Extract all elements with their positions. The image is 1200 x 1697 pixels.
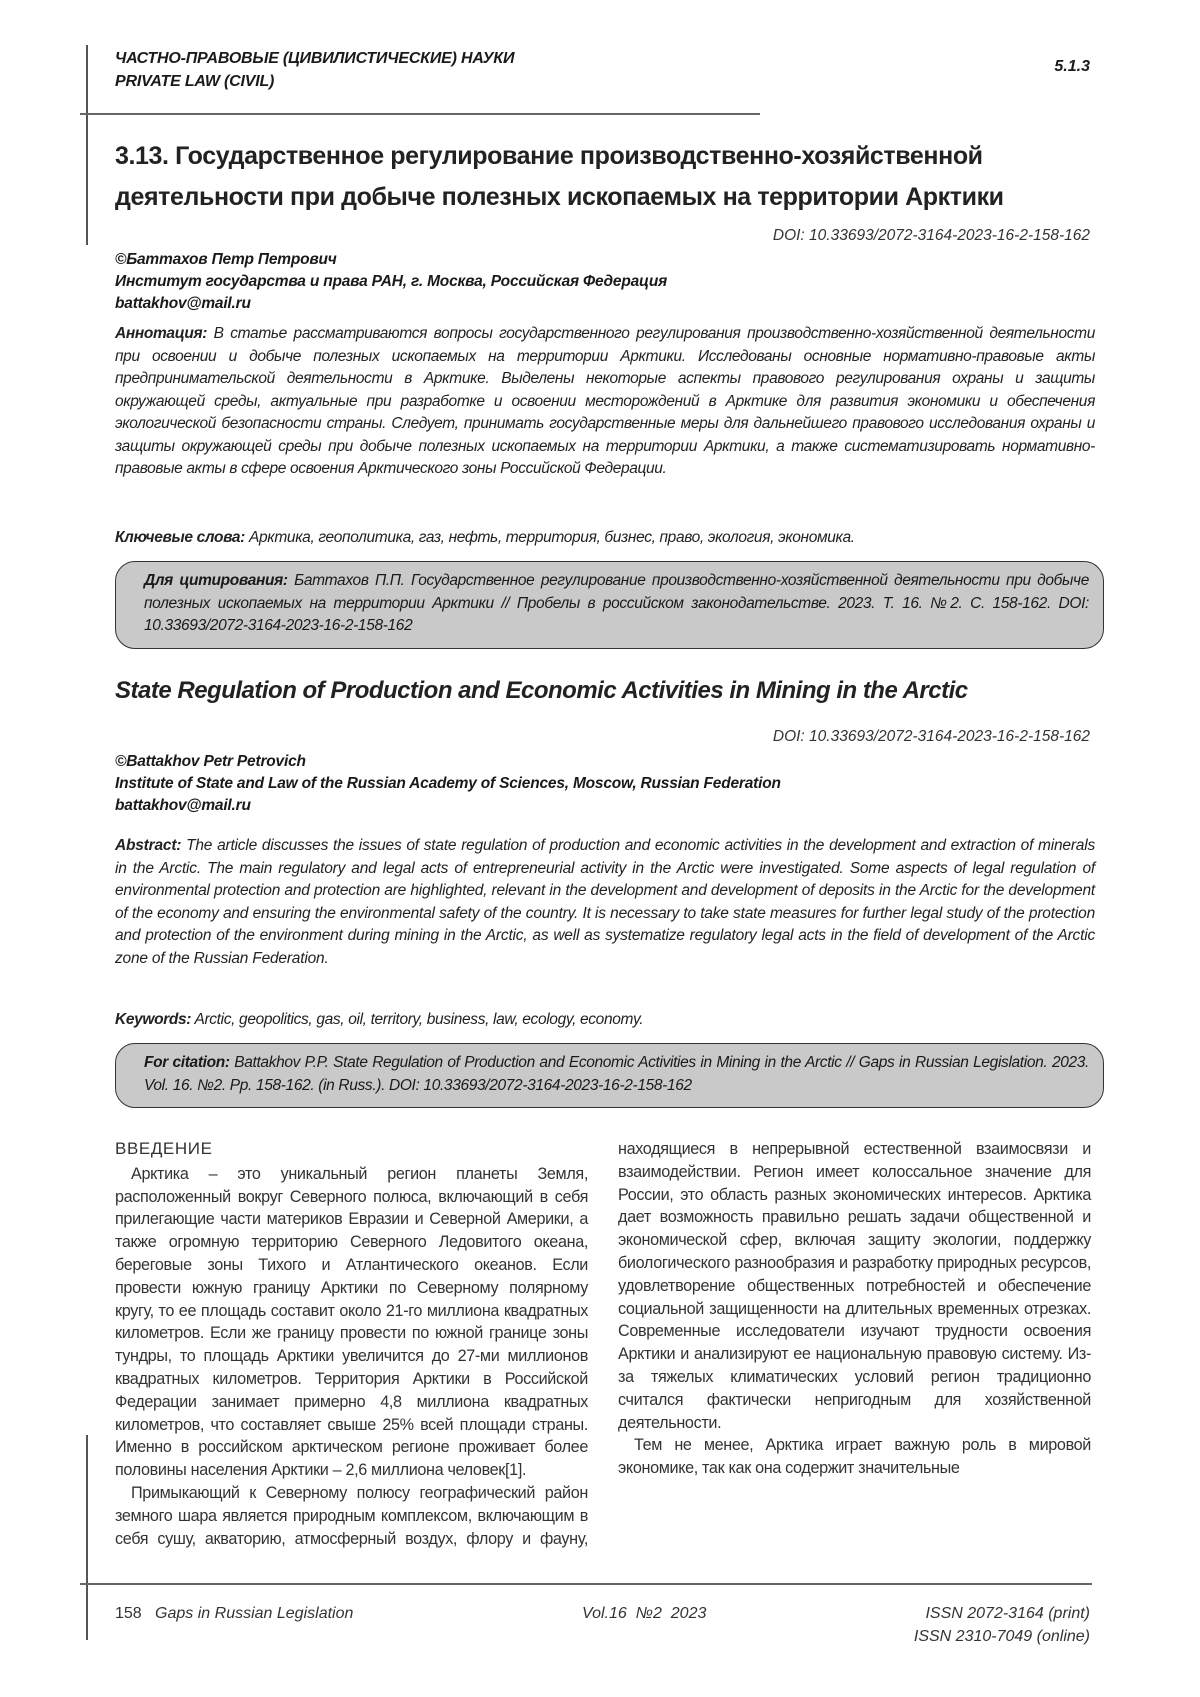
body-columns: [115, 1138, 1091, 1568]
issue-info: Vol.16 №2 2023: [582, 1605, 706, 1623]
keywords-label: Ключевые слова:: [115, 529, 245, 546]
abstract-label: Аннотация:: [115, 325, 207, 342]
author-affiliation: Institute of State and Law of the Russian Academy of Sciences, Moscow, Russian Federation: [115, 773, 781, 795]
abstract-en: [115, 835, 1095, 970]
page-number: 158: [115, 1605, 142, 1622]
page-title-en: State Regulation of Production and Economic Activities in Mining in the Arctic: [115, 677, 968, 705]
keywords-ru: [115, 527, 1095, 550]
doi-en: DOI: 10.33693/2072-3164-2023-16-2-158-162: [773, 728, 1090, 746]
title-line: 3.13. Государственное регулирование производственно-хозяйственной: [115, 136, 1105, 177]
paragraph: Арктика – это уникальный регион планеты Земля, расположенный вокруг Северного полюса, включающий в себя прилегающие части материков Евразии и Северной Америки, а также огромную территорию Северного Ледовитого океана, береговые зоны Тихого и Атлантического океанов. Если провести южную границу Арктики по Северному полярному кругу, то ее площадь составит около 21-го миллиона квадратных километров. Если же границу провести по южной границе зоны тундры, то площадь Арктики увеличится до 27-ми миллионов квадратных километров. Территория Арктики в Российской Федерации занимает примерно 4,8 миллиона квадратных километров, что составляет свыше 25% всей площади страны. Именно в российском арктическом регионе проживает более половины населения Арктики – 2,6 миллиона человек[1].: [115, 1163, 588, 1482]
author-email[interactable]: battakhov@mail.ru: [115, 293, 667, 315]
keywords-label: Keywords:: [115, 1011, 191, 1028]
paragraph: Примыкающий к Северному полюсу географический район земного шара является природным комплексом, включающим в себя сушу, акваторию, атмосферный воздух, флору и фауну, находящиеся в непрерывной естественной взаимосвязи и взаимодействии. Регион имеет колоссальное значение для России, это область разных экономических интересов. Арктика дает возможность правильно решать задачи общественной и экономической сфер, включая защиту экологии, поддержку биологического разнообразия и разработку природных ресурсов, удовлетворение общественных потребностей и обеспечение социальной защищенности на длительных временных отрезках. Современные исследователи изучают трудности освоения Арктики и анализируют ее национальную правовую систему. Из-за тяжелых климатических условий регион традиционно считался фактически непригодным для хозяйственной деятельности.: [115, 1138, 1091, 1568]
abstract-ru: [115, 323, 1095, 481]
keywords-text: Arctic, geopolitics, gas, oil, territory, business, law, ecology, economy.: [194, 1011, 643, 1028]
citation-text: Battakhov P.P. State Regulation of Production and Economic Activities in Mining in the Arctic // Gaps in Russian Legislation. 2023. Vol. 16. №2. Pp. 158-162. (in Russ.). DOI: 10.33693/2072-3164-2023-16-2-158-162: [144, 1054, 1089, 1094]
citation-box-en: [115, 1043, 1104, 1108]
author-block-ru: [115, 249, 667, 315]
footer-left: [115, 1605, 353, 1623]
abstract-text: В статье рассматриваются вопросы государственного регулирования производственно-хозяйственной деятельности при освоении и добыче полезных ископаемых на территории Арктики. Исследованы основные нормативно-правовые акты предпринимательской деятельности в Арктике. Выделены некоторые аспекты правового регулирования охраны и защиты окружающей среды, актуальные при разработке и освоении месторождений в Арктике для развития экономики и обеспечения экологической безопасности страны. Следует, принимать государственные меры для дальнейшего правового исследования охраны и защиты окружающей среды при добыче полезных ископаемых на территории Арктики, а также систематизировать нормативно-правовые акты в сфере освоения Арктического зоны Российской Федерации.: [115, 325, 1095, 477]
issn-print: ISSN 2072-3164 (print): [925, 1605, 1090, 1623]
section-code: 5.1.3: [1054, 58, 1090, 76]
keywords-en: [115, 1009, 1095, 1032]
author-name: ©Battakhov Petr Petrovich: [115, 751, 781, 773]
section-en: PRIVATE LAW (CIVIL): [115, 73, 274, 91]
paragraph: Тем не менее, Арктика играет важную роль в мировой экономике, так как она содержит значительные: [618, 1434, 1091, 1480]
abstract-label: Abstract:: [115, 837, 181, 854]
abstract-text: The article discusses the issues of state regulation of production and economic activities in the development and extraction of minerals in the Arctic. The main regulatory and legal acts of entrepreneurial activity in the Arctic were investigated. Some aspects of legal regulation of environmental protection and protection are highlighted, relevant in the development and development of deposits in the Arctic for the development of the economy and ensuring the environmental safety of the country. It is necessary to take state measures for further legal study of the protection and protection of the environment during mining in the Arctic, as well as systematize regulatory legal acts in the field of development of the Arctic zone of the Russian Federation.: [115, 837, 1095, 967]
citation-label: For citation:: [144, 1054, 230, 1071]
journal-name: Gaps in Russian Legislation: [155, 1605, 353, 1622]
footer-rule: [80, 1583, 1092, 1585]
author-email[interactable]: battakhov@mail.ru: [115, 795, 781, 817]
title-line: деятельности при добыче полезных ископаемых на территории Арктики: [115, 177, 1105, 218]
left-rule-bottom: [86, 1435, 88, 1640]
doi-ru: DOI: 10.33693/2072-3164-2023-16-2-158-162: [773, 227, 1090, 245]
left-rule-top: [86, 45, 88, 245]
citation-box-ru: [115, 561, 1104, 649]
section-heading-introduction: ВВЕДЕНИЕ: [115, 1138, 588, 1161]
page-title-ru: [115, 136, 1105, 218]
citation-text: Баттахов П.П. Государственное регулирование производственно-хозяйственной деятельности при добыче полезных ископаемых на территории Арктики // Пробелы в российском законодательстве. 2023. Т. 16. №2. С. 158-162. DOI: 10.33693/2072-3164-2023-16-2-158-162: [144, 572, 1089, 634]
keywords-text: Арктика, геополитика, газ, нефть, территория, бизнес, право, экология, экономика.: [249, 529, 855, 546]
section-ru: ЧАСТНО-ПРАВОВЫЕ (ЦИВИЛИСТИЧЕСКИЕ) НАУКИ: [115, 50, 514, 68]
author-name: ©Баттахов Петр Петрович: [115, 249, 667, 271]
header-rule: [80, 113, 760, 115]
body-text: [115, 1138, 1091, 1568]
issn-online: ISSN 2310-7049 (online): [914, 1628, 1090, 1646]
author-block-en: [115, 751, 781, 817]
citation-label: Для цитирования:: [144, 572, 288, 589]
author-affiliation: Институт государства и права РАН, г. Москва, Российская Федерация: [115, 271, 667, 293]
